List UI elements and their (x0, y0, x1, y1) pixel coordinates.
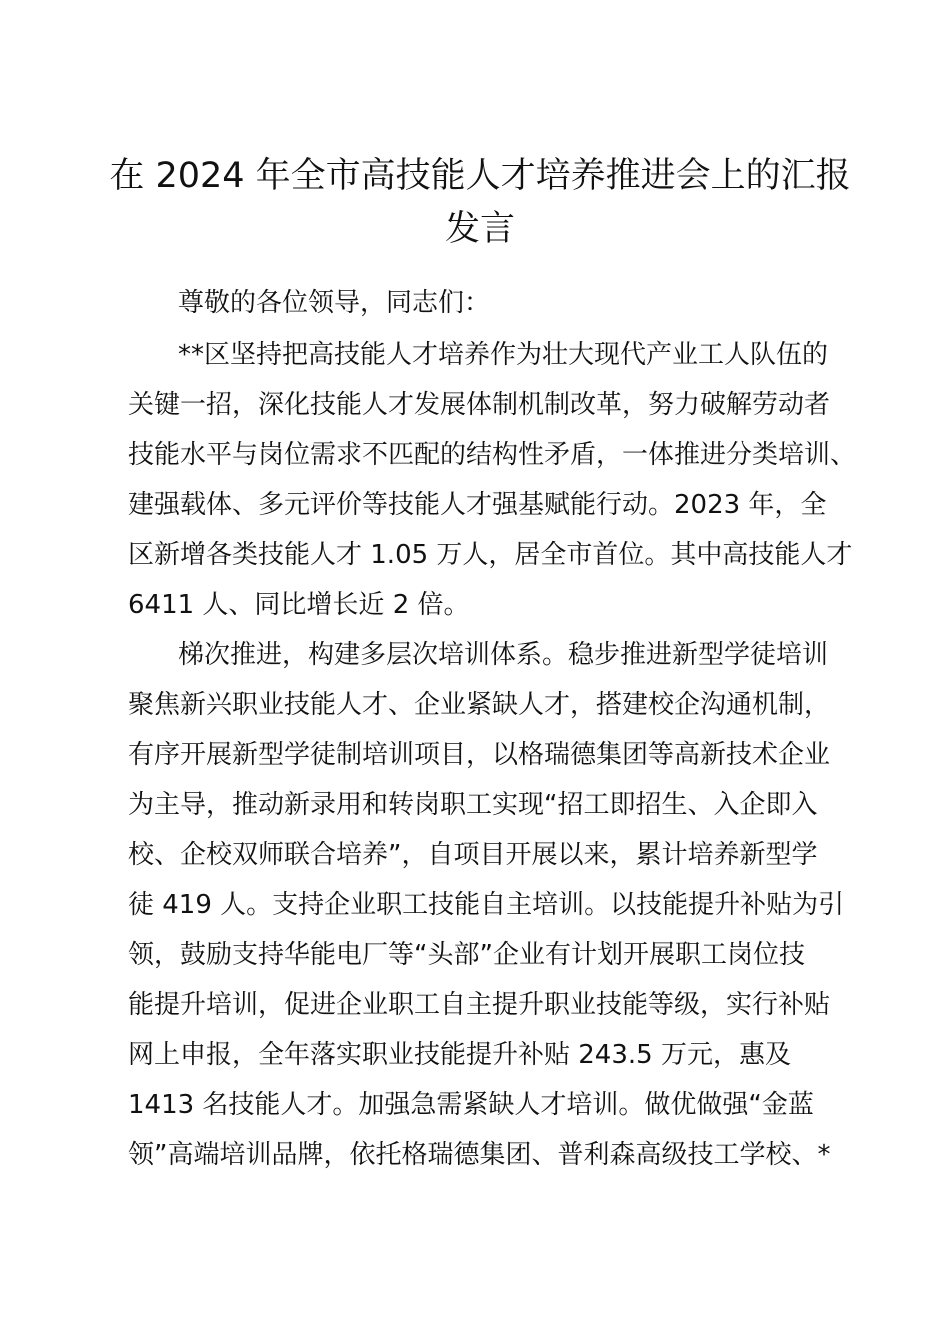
paragraph-line: **区坚持把高技能人才培养作为壮大现代产业工人队伍的 (178, 340, 829, 370)
paragraph-line: 有序开展新型学徒制培训项目，以格瑞德集团等高新技术企业 (128, 740, 831, 770)
paragraph-line: 校、企校双师联合培养”，自项目开展以来，累计培养新型学 (128, 840, 818, 870)
salutation-line: 尊敬的各位领导，同志们： (178, 288, 491, 318)
paragraph-line: 能提升培训，促进企业职工自主提升职业技能等级，实行补贴 (128, 990, 831, 1020)
paragraph-line: 为主导，推动新录用和转岗职工实现“招工即招生、入企即入 (128, 790, 818, 820)
document-title: 在 2024 年全市高技能人才培养推进会上的汇报发言 (109, 156, 851, 249)
paragraph-line: 建强载体、多元评价等技能人才强基赋能行动。2023 年，全 (128, 490, 827, 520)
paragraph-line: 6411 人、同比增长近 2 倍。 (128, 590, 470, 620)
paragraph-line: 徒 419 人。支持企业职工技能自主培训。以技能提升补贴为引 (128, 890, 845, 920)
paragraph-line: 网上申报，全年落实职业技能提升补贴 243.5 万元，惠及 (128, 1040, 791, 1070)
paragraph-line: 聚焦新兴职业技能人才、企业紧缺人才，搭建校企沟通机制， (128, 690, 831, 720)
paragraph-line: 领”高端培训品牌，依托格瑞德集团、普利森高级技工学校、* (128, 1140, 831, 1170)
paragraph-line: 技能水平与岗位需求不匹配的结构性矛盾，一体推进分类培训、 (128, 440, 857, 470)
paragraph-line: 领，鼓励支持华能电厂等“头部”企业有计划开展职工岗位技 (128, 940, 805, 970)
paragraph-line: 1413 名技能人才。加强急需紧缺人才培训。做优做强“金蓝 (128, 1090, 814, 1120)
paragraph-line: 关键一招，深化技能人才发展体制机制改革，努力破解劳动者 (128, 390, 831, 420)
paragraph-line: 区新增各类技能人才 1.05 万人，居全市首位。其中高技能人才 (128, 540, 853, 570)
paragraph-line: 梯次推进，构建多层次培训体系。稳步推进新型学徒培训 (178, 640, 829, 670)
